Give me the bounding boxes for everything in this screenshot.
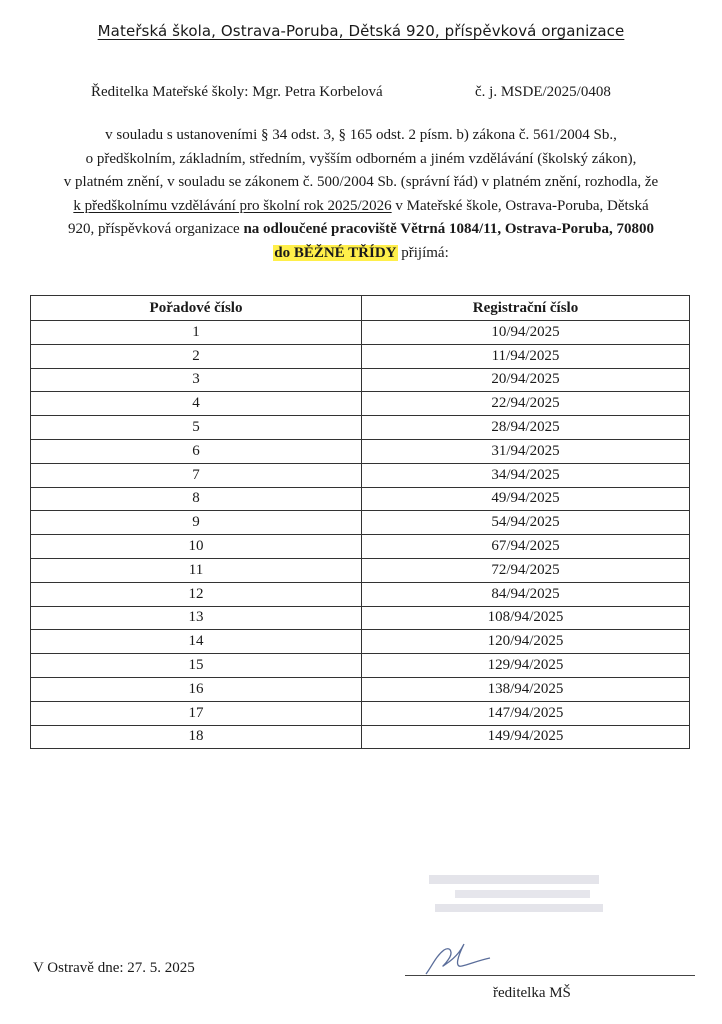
registration-number-cell: 54/94/2025 [362,511,690,535]
registration-number-cell: 20/94/2025 [362,368,690,392]
table-row [31,701,690,725]
signature-line [405,975,695,976]
workplace-address: na odloučené pracoviště Větrná 1084/11, Ostrava-Poruba, 70800 [243,221,655,237]
school-name: Mateřská škola, Ostrava-Poruba, Dětská 920, příspěvková organizace [97,22,625,40]
order-number-cell: 10 [31,535,362,559]
registration-number-cell: 147/94/2025 [362,701,690,725]
intro-line-4-rest: v Mateřské škole, Ostrava-Poruba, Dětská [391,197,649,214]
registration-column-header: Registrační číslo [362,296,690,321]
intro-line-1: v souladu s ustanoveními § 34 odst. 3, § 165 odst. 2 písm. b) zákona č. 561/2004 Sb., [105,127,617,143]
order-number-cell: 13 [31,606,362,630]
intro-line-6 [50,242,672,266]
order-number-cell: 8 [31,487,362,511]
intro-line-2: o předškolním, základním, středním, vyšším odborném a jiném vzdělávání (školský zákon), [85,150,637,167]
registration-number-cell: 67/94/2025 [362,535,690,559]
order-number-cell: 11 [31,558,362,582]
signature-scribble [418,938,508,978]
table-row [31,321,690,345]
intro-line-5-start: 920, příspěvková organizace [67,221,244,237]
signature-label: ředitelka MŠ [493,985,571,1001]
registration-number-cell: 31/94/2025 [362,439,690,463]
table-row [31,606,690,630]
order-number-cell: 3 [31,368,362,392]
table-row [31,487,690,511]
table-row [31,630,690,654]
faded-stamp [425,873,610,923]
order-number-cell: 16 [31,677,362,701]
class-type-highlight: do BĚŽNÉ TŘÍDY [274,244,397,261]
reference-number: č. j. MSDE/2025/0408 [475,84,611,100]
order-number-cell: 17 [31,701,362,725]
table-header-row [31,296,690,321]
table-row [31,511,690,535]
order-number-cell: 5 [31,416,362,440]
date-line: V Ostravě dne: 27. 5. 2025 [33,960,195,976]
order-column-header: Pořadové číslo [31,296,362,321]
registration-number-cell: 28/94/2025 [362,416,690,440]
table-row [31,677,690,701]
table-row [31,463,690,487]
table-row [31,416,690,440]
order-number-cell: 1 [31,321,362,345]
registration-number-cell: 22/94/2025 [362,392,690,416]
intro-line-6-rest: přijímá: [397,244,449,261]
registration-number-cell: 129/94/2025 [362,654,690,678]
order-number-cell: 15 [31,654,362,678]
order-number-cell: 18 [31,725,362,749]
registration-number-cell: 11/94/2025 [362,344,690,368]
table-row [31,344,690,368]
order-number-cell: 14 [31,630,362,654]
table-row [31,582,690,606]
registration-number-cell: 34/94/2025 [362,463,690,487]
registration-number-cell: 72/94/2025 [362,558,690,582]
registration-number-cell: 49/94/2025 [362,487,690,511]
order-number-cell: 2 [31,344,362,368]
order-number-cell: 7 [31,463,362,487]
decision-paragraph [50,124,672,265]
table-row [31,654,690,678]
director-line: Ředitelka Mateřské školy: Mgr. Petra Korbelová [91,84,383,100]
registration-number-cell: 108/94/2025 [362,606,690,630]
intro-line-3: v platném znění, v souladu se zákonem č. 500/2004 Sb. (správní řád) v platném znění, rozhodla, že [63,174,659,190]
table-row [31,558,690,582]
order-number-cell: 12 [31,582,362,606]
registration-number-cell: 138/94/2025 [362,677,690,701]
admission-table [30,295,690,749]
school-year-phrase: k předškolnímu vzdělávání pro školní rok 2025/2026 [73,197,392,214]
table-row [31,392,690,416]
order-number-cell: 6 [31,439,362,463]
registration-number-cell: 120/94/2025 [362,630,690,654]
table-row [31,535,690,559]
registration-number-cell: 149/94/2025 [362,725,690,749]
document-header [0,22,722,40]
intro-line-4 [50,195,672,219]
order-number-cell: 4 [31,392,362,416]
registration-number-cell: 84/94/2025 [362,582,690,606]
table-row [31,439,690,463]
stamp-graphic [425,873,610,923]
intro-line-5 [50,218,672,242]
registration-number-cell: 10/94/2025 [362,321,690,345]
table-row [31,725,690,749]
table-row [31,368,690,392]
order-number-cell: 9 [31,511,362,535]
